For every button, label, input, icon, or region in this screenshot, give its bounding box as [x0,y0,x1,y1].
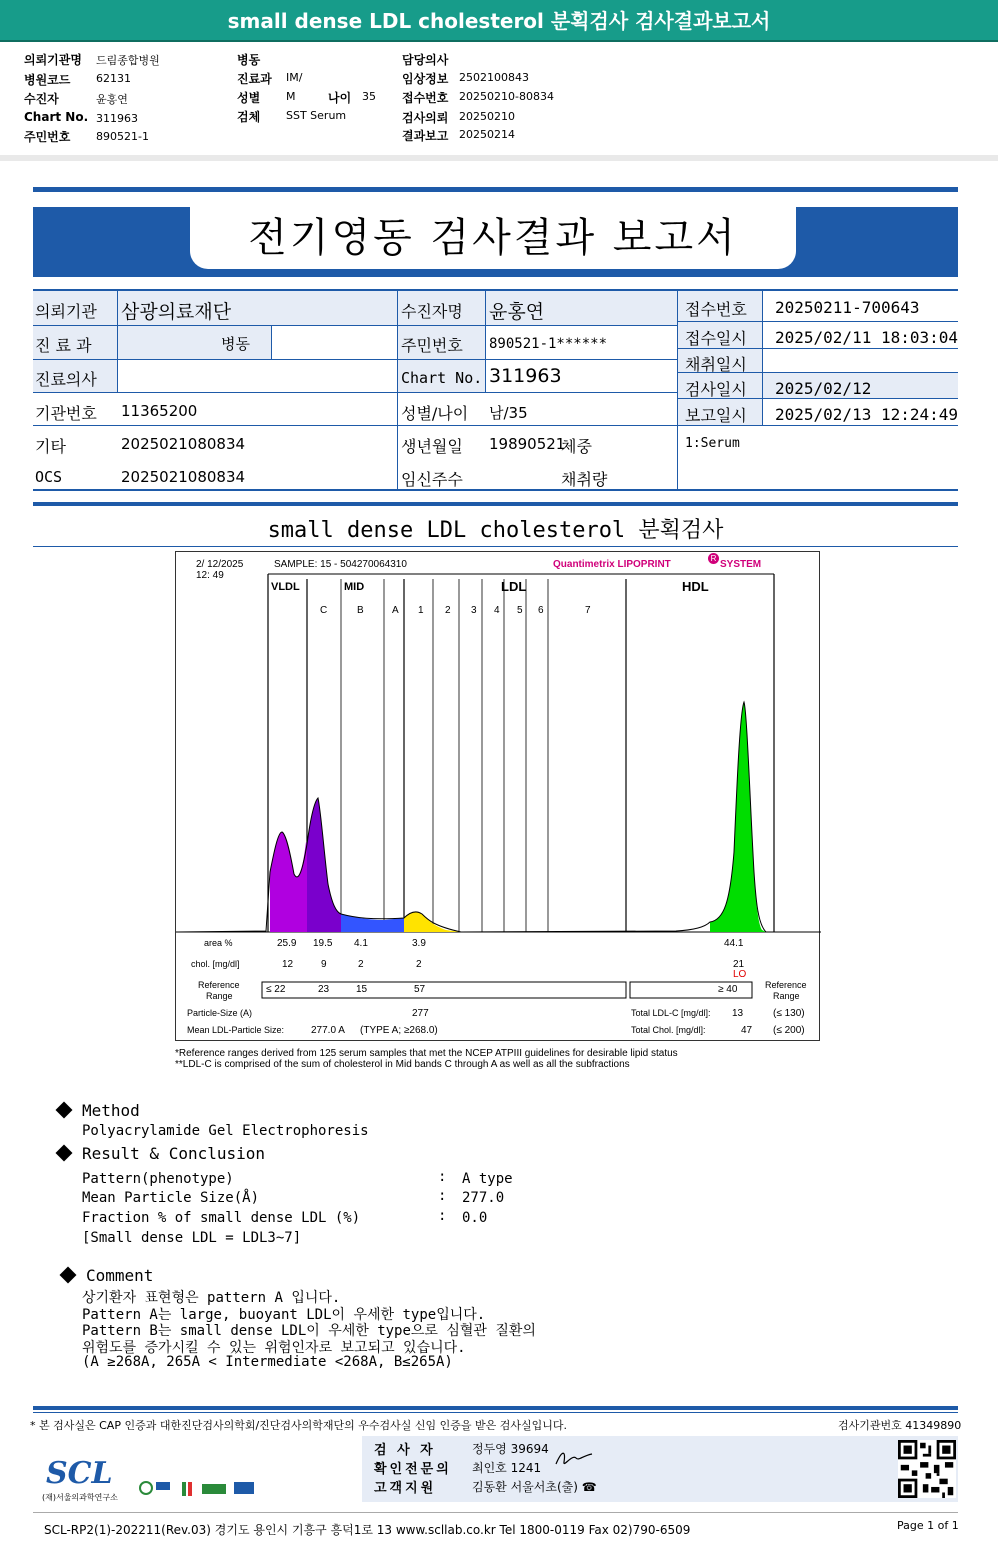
band-label: 2 [445,605,451,616]
divider [33,502,958,506]
info-label: 담당의사 [402,53,449,67]
comment-heading: Comment [86,1266,154,1285]
total-chol-value: 47 [741,1025,753,1036]
comment-line: (A ≥268A, 265A < Intermediate <268A, B≤265A) [82,1354,453,1370]
band-label: 4 [494,605,500,616]
hdl-low-flag: LO [733,969,747,980]
lipoprint-chart [175,551,820,1041]
sexage-value: 남/35 [489,404,528,422]
group-label-mid: MID [344,581,365,593]
divider [33,1512,958,1513]
dept-label: 진 료 과 [35,336,92,355]
specimen-value: 1:Serum [685,436,740,451]
info-value: 35 [362,90,376,103]
comment-line: Pattern B는 small dense LDL이 우세한 type으로 심혈관 질환의 [82,1323,536,1339]
chart-timestamp: 2/ 12/2025 [196,559,244,570]
result-value: 277.0 [462,1190,505,1206]
info-label: 임상정보 [402,72,449,86]
chol-value: 9 [321,959,327,970]
grid-line [397,291,398,491]
rrn-value: 890521-1****** [489,336,608,352]
test-date-label: 검사일시 [685,380,747,399]
report-date-value: 2025/02/13 12:24:49 [775,405,959,424]
particle-label: Particle-Size (A) [187,1008,253,1018]
area-value: 3.9 [412,938,426,949]
receipt-no-label: 접수번호 [685,300,747,319]
confirm-value: 최인호 1241 [472,1461,542,1475]
info-label: 진료과 [237,72,272,86]
chart-brand-suffix: SYSTEM [720,559,762,570]
info-value: 윤홍연 [96,93,128,106]
section-title: small dense LDL cholesterol 분획검사 [267,518,724,543]
band-label: C [320,605,328,616]
rrn-label: 주민번호 [401,336,463,355]
grid-line [677,321,958,322]
ref-value: 57 [414,984,426,995]
info-label: 결과보고 [402,129,449,143]
chart-no-label: Chart No. [401,369,483,387]
cs-value: 김동환 서울서초(출) ☎ [472,1480,597,1494]
etc-label: 기타 [35,437,66,456]
receipt-date-label: 접수일시 [685,329,747,348]
area-value: 4.1 [354,938,368,949]
result-colon: : [438,1208,447,1224]
mean-label: Mean LDL-Particle Size: [187,1025,285,1035]
institution-label: 의뢰기관 [35,302,97,321]
info-value: 20250214 [459,128,515,141]
grid-line [33,425,677,426]
grid-line [485,291,486,392]
receipt-date-value: 2025/02/11 18:03:04 [775,328,959,347]
receipt-no-value: 20250211-700643 [775,298,920,317]
dept-value: 병동 [221,335,250,353]
ocs-value: 2025021080834 [121,468,246,486]
sexage-label: 성별/나이 [401,404,469,423]
qr-code-icon [898,1440,956,1498]
total-ldl-ref: (≤ 130) [773,1008,805,1019]
chart-timestamp: 12: 49 [196,570,224,581]
result-colon: : [438,1169,447,1185]
patient-label: 수진자명 [401,302,463,321]
info-grid [33,289,958,491]
info-label: 병원코드 [24,73,71,87]
result-value: 0.0 [462,1210,488,1226]
info-label: 검체 [237,110,261,124]
grid-line [271,325,272,359]
band-label: B [357,605,364,616]
confirm-label: 확인전문의 [374,1462,452,1477]
report-date-label: 보고일시 [685,406,747,425]
bullet-icon [60,1267,77,1284]
band-label: 7 [585,605,591,616]
result-value: A type [462,1171,513,1187]
footnote: *Reference ranges derived from 125 serum samples that met the NCEP ATPIII guidelines for desirable lipid status [175,1048,678,1059]
ref-value: 23 [318,984,330,995]
chol-value: 12 [282,959,294,970]
info-value: 890521-1 [96,130,149,143]
mid-b-area [341,914,404,932]
band-label: 1 [418,605,424,616]
divider [33,187,958,192]
grid-line [33,325,677,326]
comment-line: 위험도를 증가시킬 수 있는 위험인자로 보고되고 있습니다. [82,1340,466,1356]
result-heading: Result & Conclusion [82,1144,266,1163]
bullet-icon [56,1102,73,1119]
result-colon: : [438,1188,447,1204]
band-label: 5 [517,605,523,616]
test-date-value: 2025/02/12 [775,379,872,398]
info-value: 2502100843 [459,71,529,84]
doctor-label: 진료의사 [35,370,97,389]
ref-value-hdl: ≥ 40 [718,984,738,995]
examiner-value: 정두영 39694 [472,1442,549,1456]
grid-line [33,392,677,393]
grid-line [117,291,118,392]
info-value: 62131 [96,72,131,85]
band-label: 3 [471,605,477,616]
reference-label: Range [773,991,800,1001]
info-label: 검사의뢰 [402,111,449,125]
info-value: 20250210 [459,110,515,123]
ref-value: ≤ 22 [266,984,286,995]
chol-value: 21 [733,959,745,970]
info-label: 성별 [237,91,261,105]
grid-line [762,291,763,425]
chart-canvas [176,552,821,1042]
chol-value: 2 [358,959,364,970]
registered-mark: R [708,553,719,564]
particle-value: 277 [412,1008,429,1019]
total-chol-label: Total Chol. [mg/dl]: [631,1025,706,1035]
method-text: Polyacrylamide Gel Electrophoresis [82,1123,369,1139]
bullet-icon [56,1145,73,1162]
group-label-vldl: VLDL [271,581,300,593]
footnote: **LDL-C is comprised of the sum of cholesterol in Mid bands C through A as well as all the subfractions [175,1059,630,1070]
address-line: SCL-RP2(1)-202211(Rev.03) 경기도 용인시 기흥구 흥덕1로 13 www.scllab.co.kr Tel 1800-0119 Fax 02)790-6509 [44,1523,691,1537]
total-chol-ref: (≤ 200) [773,1025,805,1036]
grid-line [677,291,678,491]
info-value: SST Serum [286,109,347,122]
patient-info-box [0,44,998,156]
area-label: area % [204,938,233,948]
patient-value: 윤홍연 [489,301,545,323]
result-label: Mean Particle Size(Å) [82,1190,260,1206]
mid-c-area [307,798,341,932]
info-label: 접수번호 [402,91,449,105]
signature-icon [552,1448,596,1470]
area-value: 19.5 [313,938,333,949]
comment-line: 상기환자 표현형은 pattern A 입니다. [82,1290,341,1306]
preg-label: 임신주수 [401,470,463,489]
method-heading: Method [82,1101,140,1120]
divider [33,1406,958,1410]
divider [0,155,998,161]
page-number: Page 1 of 1 [897,1519,959,1532]
examiner-label: 검 사 자 [374,1443,436,1458]
inst-code-value: 11365200 [121,402,198,420]
report-title: 전기영동 검사결과 보고서 [248,215,738,261]
chol-value: 2 [416,959,422,970]
hdl-area [710,702,766,932]
result-label: Pattern(phenotype) [82,1171,234,1187]
band-label: A [392,605,399,616]
chol-label: chol. [mg/dl] [191,959,240,969]
scl-logo-sub: (재)서울의과학연구소 [42,1493,118,1502]
institution-value: 삼광의료재단 [121,301,232,323]
birth-value: 19890521 [489,435,566,453]
top-banner [0,0,998,42]
info-value: 311963 [96,112,138,125]
scl-logo: SCL [46,1456,113,1491]
info-value: 드림종합병원 [96,54,160,67]
chart-sample: SAMPLE: 15 - 504270064310 [274,559,407,570]
mean-type: (TYPE A; ≥268.0) [360,1025,438,1036]
divider [33,546,958,547]
band-label: 6 [538,605,544,616]
group-label-ldl: LDL [501,579,527,594]
info-value: IM/ [286,71,303,84]
info-value: M [286,90,296,103]
chart-brand: Quantimetrix LIPOPRINT [553,559,671,570]
reference-label: Reference [765,980,807,990]
mean-value: 277.0 A [311,1025,345,1036]
ocs-label: OCS [35,468,63,486]
info-label: Chart No. [24,110,89,124]
ref-value: 15 [356,984,368,995]
info-label: 나이 [328,91,352,105]
reference-label: Range [206,991,233,1001]
inst-code-label: 기관번호 [35,404,97,423]
ref-range-frame [262,982,626,998]
area-value: 25.9 [277,938,297,949]
cs-label: 고객지원 [374,1481,437,1496]
divider [33,1412,958,1413]
inst-number: 검사기관번호 41349890 [838,1419,962,1432]
group-label-hdl: HDL [682,579,709,594]
birth-label: 생년월일 [401,437,463,456]
info-label: 병동 [237,53,261,67]
info-label: 의뢰기관명 [24,53,82,67]
total-ldl-label: Total LDL-C [mg/dl]: [631,1008,711,1018]
weight-label: 체중 [561,437,592,456]
grid-line [33,359,677,360]
info-label: 주민번호 [24,130,71,144]
signature-box [362,1436,958,1502]
area-value: 44.1 [724,938,744,949]
certification-logos-icon [136,1478,260,1504]
chart-no-value: 311963 [489,365,562,387]
reference-label: Reference [198,980,240,990]
cert-note: * 본 검사실은 CAP 인증과 대한진단검사의학회/진단검사의학재단의 우수검사실 신임 인증을 받은 검사실입니다. [30,1419,568,1432]
info-value: 20250210-80834 [459,90,554,103]
comment-line: Pattern A는 large, buoyant LDL이 우세한 type입니다. [82,1307,486,1323]
result-note: [Small dense LDL = LDL3~7] [82,1230,302,1246]
amount-label: 채취량 [561,470,608,489]
banner-title: small dense LDL cholesterol 분획검사 검사결과보고서 [227,9,771,33]
etc-value: 2025021080834 [121,435,246,453]
total-ldl-value: 13 [732,1008,744,1019]
result-label: Fraction % of small dense LDL (%) [82,1210,361,1226]
collect-label: 채취일시 [685,355,747,374]
info-label: 수진자 [24,92,59,106]
